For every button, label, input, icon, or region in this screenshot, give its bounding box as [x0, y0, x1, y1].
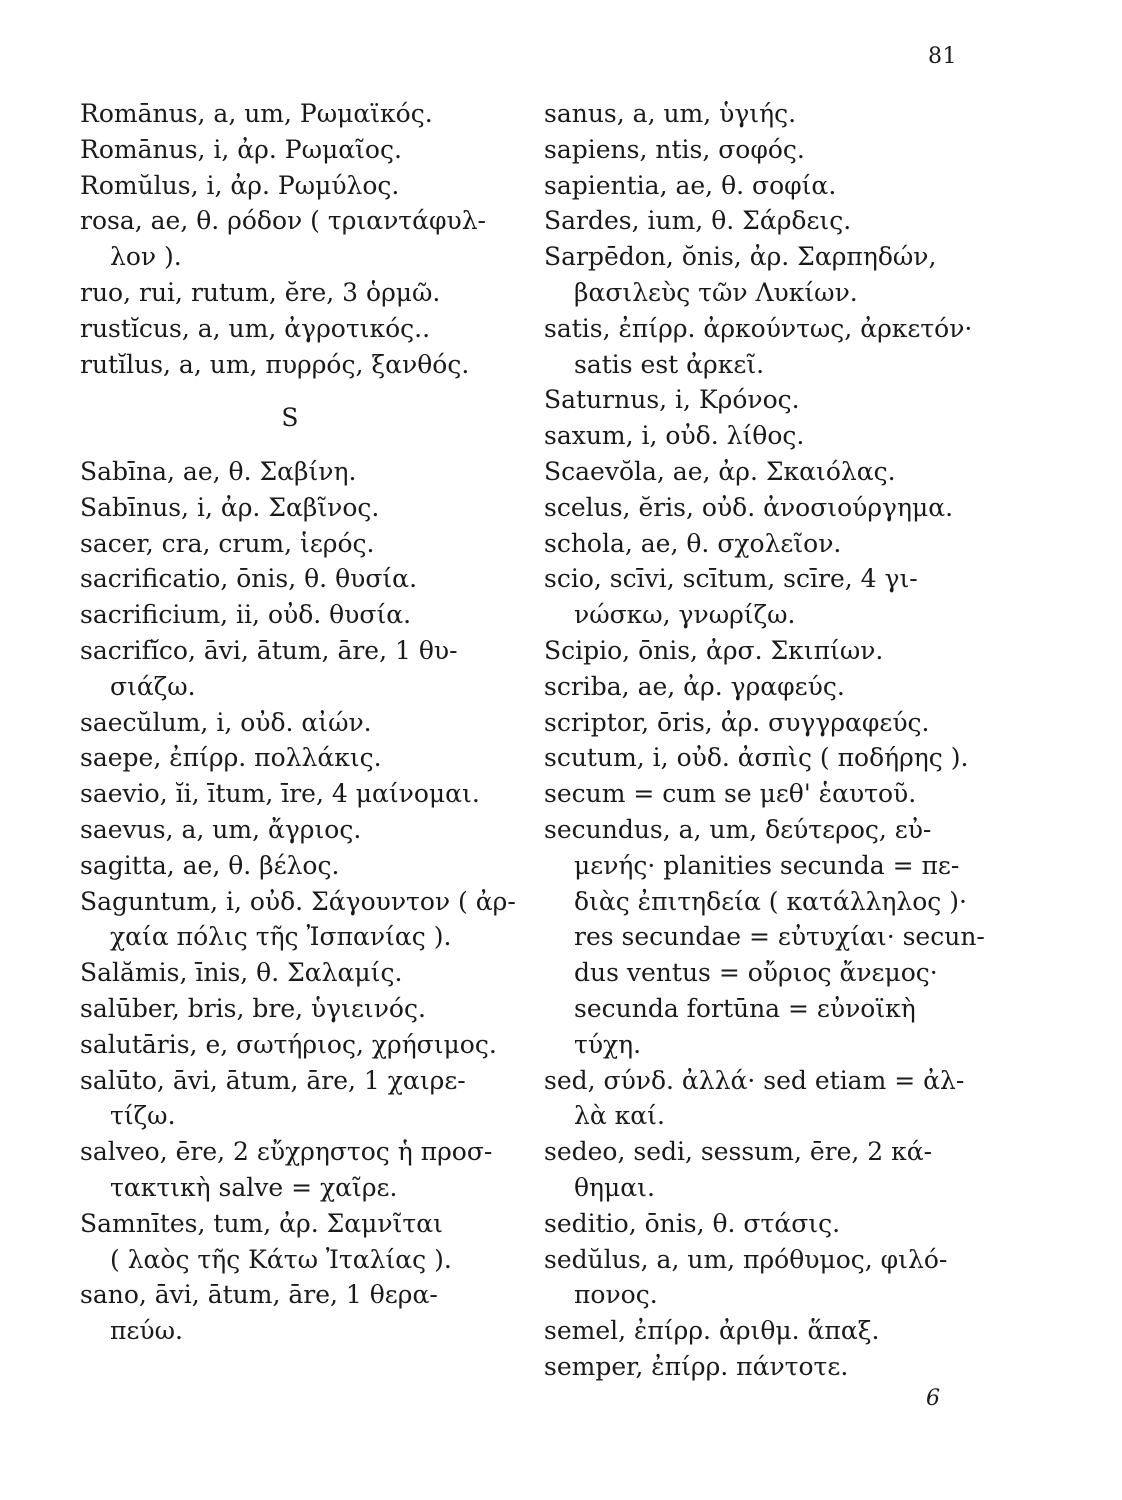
entry-line: salūto, āvi, ātum, āre, 1 χαιρε-: [80, 1065, 466, 1095]
entry-line: scriba, ae, ἀρ. γραφεύς.: [544, 671, 845, 701]
entry-line: rosa, ae, θ. ρόδον ( τριαντάφυλ-: [80, 206, 486, 236]
entry-continuation: τίζω.: [110, 1101, 176, 1131]
entry-continuation: τακτικὴ salve = χαῖρε.: [110, 1172, 398, 1202]
entry-continuation: dus ventus = οὔριος ἄνεμος·: [574, 958, 938, 988]
entry-line: scutum, i, οὐδ. ἀσπὶς ( ποδήρης ).: [544, 743, 969, 773]
entry-line: sedŭlus, a, um, πρόθυμος, φιλό-: [544, 1244, 948, 1274]
entry-continuation: βασιλεὺς τῶν Λυκίων.: [574, 277, 858, 307]
entry-line: salutāris, e, σωτήριος, χρήσιμος.: [80, 1029, 497, 1059]
entry-line: Scaevŏla, ae, ἀρ. Σκαιόλας.: [544, 456, 896, 486]
entry-line: scelus, ĕris, οὐδ. ἀνοσιούργημα.: [544, 492, 954, 522]
entry-line: Sarpēdon, ŏnis, ἀρ. Σαρπηδών,: [544, 242, 937, 272]
section-letter: S: [281, 403, 299, 433]
entry-continuation: secunda fortūna = εὐνοϊκὴ: [574, 993, 916, 1023]
right-column: [544, 96, 994, 1385]
entry-continuation: πονος.: [574, 1280, 658, 1310]
signature-mark: 6: [926, 1386, 940, 1411]
entry-line: ruo, rui, rutum, ĕre, 3 ὁρμῶ.: [80, 277, 441, 307]
entry-continuation: λον ).: [110, 242, 182, 272]
entry-continuation: θημαι.: [574, 1172, 655, 1202]
entry-line: saxum, i, οὐδ. λίθος.: [544, 421, 805, 451]
entry-continuation: λὰ καί.: [574, 1101, 665, 1131]
entry-continuation: χαία πόλις τῆς Ἰσπανίας ).: [110, 922, 452, 952]
entry-line: sagitta, ae, θ. βέλος.: [80, 850, 340, 880]
entry-line: sacrificium, ii, οὐδ. θυσία.: [80, 600, 412, 630]
entry-line: Saguntum, i, οὐδ. Σάγουντον ( ἀρ-: [80, 886, 516, 916]
entry-line: secum = cum se μεθ' ἑαυτοῦ.: [544, 779, 917, 809]
entry-continuation: satis est ἀρκεῖ.: [574, 349, 765, 379]
entry-line: Sabīna, ae, θ. Σαβίνη.: [80, 456, 357, 486]
entry-line: Romānus, i, ἀρ. Ρωμαῖος.: [80, 134, 402, 164]
entry-line: salūber, bris, bre, ὑγιεινός.: [80, 993, 426, 1023]
entry-line: sedeo, sedi, sessum, ēre, 2 κά-: [544, 1137, 933, 1167]
entry-line: sacer, cra, crum, ἱερός.: [80, 528, 375, 558]
entry-line: scriptor, ōris, ἀρ. συγγραφεύς.: [544, 707, 930, 737]
entry-line: Scipio, ōnis, ἀρσ. Σκιπίων.: [544, 635, 884, 665]
entry-continuation: νώσκω, γνωρίζω.: [574, 600, 796, 630]
page-number: 81: [928, 44, 957, 69]
entry-continuation: τύχη.: [574, 1029, 642, 1059]
entry-line: sacrifĭco, āvi, ātum, āre, 1 θυ-: [80, 635, 458, 665]
entry-continuation: res secundae = εὐτυχίαι· secun-: [574, 922, 985, 952]
entry-line: saepe, ἐπίρρ. πολλάκις.: [80, 743, 382, 773]
entry-line: Salămis, īnis, θ. Σαλαμίς.: [80, 958, 403, 988]
entry-continuation: μενής· planities secunda = πε-: [574, 850, 960, 880]
entry-line: schola, ae, θ. σχολεῖον.: [544, 528, 842, 558]
entry-line: satis, ἐπίρρ. ἀρκούντως, ἀρκετόν·: [544, 313, 973, 343]
entry-line: Sardes, ium, θ. Σάρδεις.: [544, 206, 852, 236]
entry-line: seditio, ōnis, θ. στάσις.: [544, 1208, 841, 1238]
entry-line: saevus, a, um, ἄγριος.: [80, 814, 362, 844]
entry-line: semper, ἐπίρρ. πάντοτε.: [544, 1351, 849, 1381]
entry-line: sapientia, ae, θ. σοφία.: [544, 170, 837, 200]
entry-continuation: ( λαὸς τῆς Κάτω Ἰταλίας ).: [110, 1244, 452, 1274]
entry-continuation: σιάζω.: [110, 671, 196, 701]
left-column: [80, 96, 520, 1349]
entry-line: saevio, ĭi, ītum, īre, 4 μαίνομαι.: [80, 779, 480, 809]
entry-line: semel, ἐπίρρ. ἀριθμ. ἅπαξ.: [544, 1316, 880, 1346]
entry-line: rutĭlus, a, um, πυρρός, ξανθός.: [80, 349, 470, 379]
entry-line: sanus, a, um, ὑγιής.: [544, 99, 797, 128]
entry-line: sapiens, ntis, σοφός.: [544, 134, 805, 164]
entry-continuation: διὰς ἐπιτηδεία ( κατάλληλος )·: [574, 886, 967, 916]
entry-line: sano, āvi, ātum, āre, 1 θερα-: [80, 1280, 438, 1310]
entry-continuation: πεύω.: [110, 1316, 183, 1346]
entry-line: Sabīnus, i, ἀρ. Σαβῖνος.: [80, 492, 380, 522]
entry-line: Romānus, a, um, Ρωμαϊκός.: [80, 99, 433, 128]
entry-line: sed, σύνδ. ἀλλά· sed etiam = ἀλ-: [544, 1065, 965, 1095]
entry-line: Romŭlus, i, ἀρ. Ρωμύλος.: [80, 170, 400, 200]
entry-line: sacrificatio, ōnis, θ. θυσία.: [80, 564, 418, 594]
entry-line: Saturnus, i, Κρόνος.: [544, 385, 800, 415]
entry-line: scio, scīvi, scītum, scīre, 4 γι-: [544, 564, 918, 594]
entry-line: secundus, a, um, δεύτερος, εὐ-: [544, 814, 932, 844]
entry-line: Samnītes, tum, ἀρ. Σαμνῖται: [80, 1208, 443, 1238]
entry-line: salveo, ēre, 2 εὔχρηστος ἡ προσ-: [80, 1137, 493, 1167]
entry-line: rustĭcus, a, um, ἀγροτικός..: [80, 313, 431, 343]
entry-line: saecŭlum, i, οὐδ. αἰών.: [80, 707, 372, 737]
